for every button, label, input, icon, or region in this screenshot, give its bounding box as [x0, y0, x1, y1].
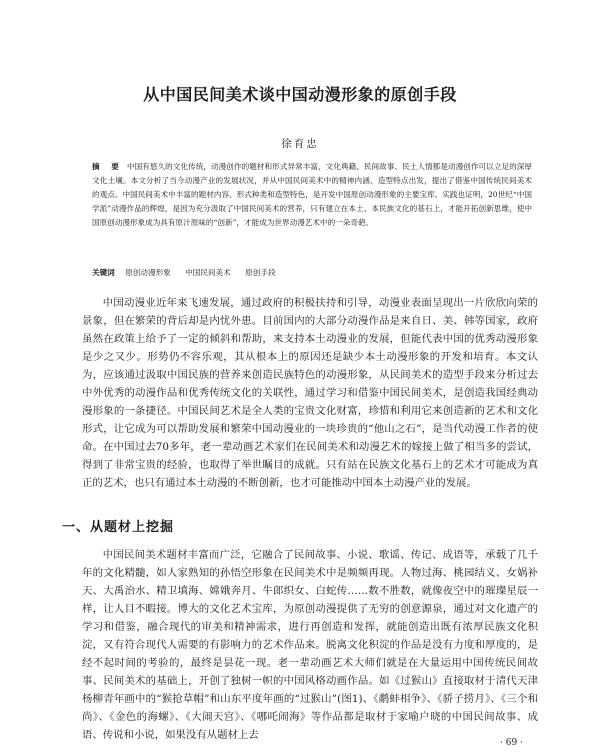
article-author: 徐育忠 — [281, 138, 319, 150]
keywords-label: 关键词 — [92, 268, 115, 277]
keyword-item: 原创动漫形象 — [125, 268, 171, 277]
section-heading: 一、从题材上挖掘 — [62, 520, 175, 535]
page-number: · 69 · — [500, 738, 523, 748]
body-paragraph-section-1: 中国民间美术题材丰富而广泛，它融合了民间故事、小说、歌谣、传记、成语等，承载了几千年的文化精髓，如人家熟知的孙悟空形象在民间美术中是频频再现。人物过海、桃园结义、女娲补天、大禹治水、精卫填海、嫦娥奔月、牛郎织女、白蛇传……数不胜数，就像夜空中的璀璨星辰一样，让人目不暇接。博大的文化艺术宝库，为原创动漫提供了无穷的创意源泉，通过对文化遗产的学习和借鉴，融合现代的审美和精神需求，进行再创造和发挥，就能创造出既有浓厚民族文化积淀，又有符合现代人需要的有影响力的艺术作品来。脱离文化积淀的作品是没有力度和厚度的，是经不起时间的考验的，最终是昙花一现。老一辈动画艺术大师们就是在大量运用中国传统民间故事、民间美术的基础上，开创了独树一帜的中国风格动画作品。如《过猴山》直接取材于清代天津杨柳青年画中的“猴抢草帽”和山东平度年画的“过猴山”(图1)、《鹬蚌相争》、《骄子捞月》、《三个和尚》、《金色的海螺》、《大闹天宫》、《哪吒闹海》等作品都是取材于家喻户晓的中国民间故事、成语、传说和小说，如果没有从题材上去 — [82, 549, 538, 741]
keyword-item: 中国民间美术 — [185, 268, 231, 277]
abstract-text: 中国有悠久的文化传统，动漫创作的题材和形式异常丰富，文化典籍、民间故事、民土人情都是动漫创作可以立足的深厚文化土壤。本文分析了当今动漫产业的发展状况，并从中国民间美术中的精神内涵、造型特点出发，提出了借鉴中国传统民间美术的观点。中国民间美术中丰富的题材内容、形式种类和造型特色，是开发中国原创动漫形象的主要宝库。实践也证明，20世纪“中国学派”动漫作品的辉煌，是因为充分汲取了中国民间美术的营养，只有建立在本土、本民族文化的基石上，才能开拓创新思维，使中国原创动漫形象成为具有原汁原味的“创新”，才能成为世界动漫艺术中的一朵奇葩。 — [92, 162, 532, 227]
body-paragraph-intro: 中国动漫业近年来飞速发展，通过政府的积极扶持和引导，动漫业表面呈现出一片欣欣向荣的景象，但在繁荣的背后却是内忧外患。目前国内的大部分动漫作品是来自日、美、韩等国家，政府虽然在政策上给予了一定的倾斜和帮助，来支持本土动漫业的发展，但能代表中国的优秀动漫形象是少之又少。形势仍不容乐观，其从根本上的原因还是缺少本土动漫形象的开发和培育。本文认为，应该通过汲取中国民族的营养来创造民族特色的动漫形象，从民间美术的造型手段来分析过去中外优秀的动漫作品和优秀传统文化的关联性，通过学习和借鉴中国民间美术，是创造我国经典动漫形象的一条捷径。中国民间艺术是全人类的宝贵文化财富，珍惜和利用它来创造新的艺术和文化形式，让它成为可以帮助发展和繁荣中国动漫业的一块珍贵的“他山之石”，是当代动漫工作者的使命。在中国过去70多年，老一辈动画艺术家们在民间美术和动漫艺术的嫁接上做了相当多的尝试，得到了非常宝贵的经验，也取得了举世瞩目的成就。只有站在民族文化基石上的艺术才可能成为真正的艺术，也只有通过本土动漫的不断创新，也才可能推动中国本土动漫产业的发展。 — [82, 297, 538, 489]
article-title: 从中国民间美术谈中国动漫形象的原创手段 — [143, 85, 457, 104]
keyword-item: 原创手段 — [245, 268, 276, 277]
abstract-block — [92, 160, 532, 230]
keywords-block — [92, 266, 532, 280]
abstract-label: 摘 要 — [92, 162, 121, 171]
